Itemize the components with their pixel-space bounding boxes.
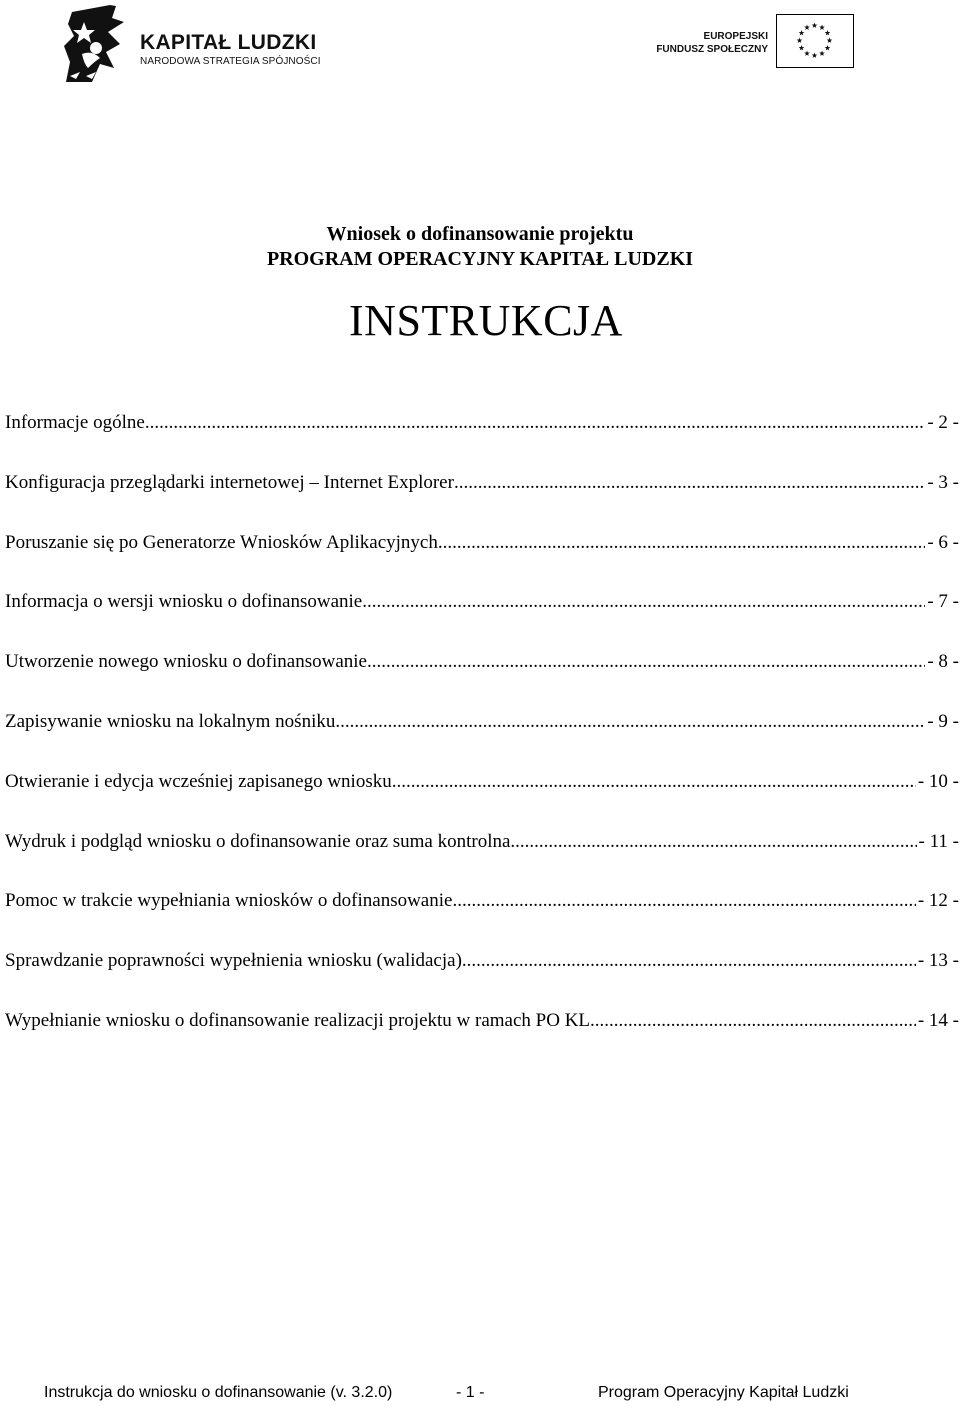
kapital-ludzki-logo	[62, 2, 332, 86]
toc-entry-page: - 11 -	[918, 830, 959, 852]
toc-entry[interactable]	[5, 530, 959, 556]
toc-entry[interactable]	[5, 649, 959, 675]
document-title-line2: PROGRAM OPERACYJNY KAPITAŁ LUDZKI	[266, 248, 694, 270]
toc-dot-leader	[367, 649, 925, 675]
footer-document-name: Instrukcja do wniosku o dofinansowanie (v. 3.2.0)	[44, 1384, 393, 1401]
toc-entry-page: - 8 -	[927, 651, 959, 673]
eu-star-icon	[799, 45, 805, 50]
footer-page-number: - 1 -	[456, 1384, 485, 1401]
document-title-line1: Wniosek o dofinansowanie projektu	[326, 223, 634, 245]
toc-entry[interactable]	[5, 769, 959, 795]
eu-star-icon	[825, 30, 831, 35]
toc-entry[interactable]	[5, 470, 959, 496]
toc-entry-page: - 13 -	[917, 950, 959, 972]
toc-dot-leader	[454, 470, 925, 496]
eu-star-icon	[799, 30, 805, 35]
toc-entry-label: Poruszanie się po Generatorze Wniosków Aplikacyjnych	[5, 531, 438, 553]
toc-dot-leader	[510, 829, 916, 855]
toc-entry-page: - 10 -	[917, 770, 959, 792]
kapital-ludzki-logo-icon	[62, 2, 138, 86]
eu-star-icon	[797, 38, 803, 43]
toc-dot-leader	[362, 589, 925, 615]
eu-star-icon	[825, 45, 831, 50]
toc-dot-leader	[590, 1008, 916, 1034]
toc-entry-label: Zapisywanie wniosku na lokalnym nośniku	[5, 711, 336, 732]
toc-entry-page: - 9 -	[927, 711, 959, 732]
eu-star-icon	[819, 50, 825, 55]
document-title	[0, 222, 960, 272]
kapital-ludzki-subtitle: NARODOWA STRATEGIA SPÓJNOŚCI	[140, 56, 321, 67]
toc-entry-label: Utworzenie nowego wniosku o dofinansowanie	[5, 651, 367, 673]
efs-logo	[640, 14, 856, 72]
toc-entry-label: Informacje ogólne	[5, 412, 145, 433]
toc-entry-label: Wydruk i podgląd wniosku o dofinansowanie oraz suma kontrolna	[5, 830, 511, 852]
toc-entry-page: - 6 -	[927, 531, 959, 553]
toc-dot-leader	[335, 709, 925, 735]
toc-entry-page: - 7 -	[927, 591, 959, 613]
toc-entry-label: Pomoc w trakcie wypełniania wniosków o dofinansowanie	[5, 890, 453, 912]
toc-dot-leader	[462, 948, 916, 974]
toc-entry-page: - 2 -	[927, 412, 959, 433]
toc-dot-leader	[145, 410, 926, 436]
document-heading: INSTRUKCJA	[349, 296, 623, 345]
eu-star-icon	[812, 23, 818, 28]
toc-entry[interactable]	[5, 829, 959, 855]
toc-entry-page: - 14 -	[917, 1010, 959, 1031]
toc-entry[interactable]	[5, 589, 959, 615]
toc-entry[interactable]	[5, 948, 959, 974]
eu-star-icon	[804, 50, 810, 55]
toc-dot-leader	[392, 769, 916, 795]
toc-entry[interactable]	[5, 709, 959, 735]
toc-dot-leader	[452, 888, 915, 914]
efs-text	[656, 30, 768, 56]
toc-dot-leader	[438, 530, 926, 556]
toc-entry-label: Wypełnianie wniosku o dofinansowanie realizacji projektu w ramach PO KL	[5, 1010, 591, 1031]
efs-line2: FUNDUSZ SPOŁECZNY	[656, 44, 768, 55]
toc-entry[interactable]	[5, 888, 959, 914]
toc-entry[interactable]	[5, 410, 959, 436]
toc-entry-label: Konfiguracja przeglądarki internetowej – Internet Explorer	[5, 471, 454, 493]
toc-entry[interactable]	[5, 1008, 959, 1034]
eu-star-icon	[804, 25, 810, 30]
kapital-ludzki-title: KAPITAŁ LUDZKI	[140, 31, 317, 54]
toc-entry-page: - 12 -	[917, 890, 959, 912]
footer-program-name: Program Operacyjny Kapitał Ludzki	[598, 1384, 849, 1401]
toc-entry-label: Sprawdzanie poprawności wypełnienia wniosku (walidacja)	[5, 950, 462, 972]
toc-entry-page: - 3 -	[927, 471, 959, 493]
toc-entry-label: Otwieranie i edycja wcześniej zapisanego wniosku	[5, 770, 392, 792]
efs-line1: EUROPEJSKI	[703, 31, 768, 42]
toc-entry-label: Informacja o wersji wniosku o dofinansowanie	[5, 591, 363, 613]
eu-flag-icon	[776, 14, 854, 68]
eu-star-icon	[827, 38, 833, 43]
eu-star-icon	[812, 53, 818, 58]
eu-star-icon	[819, 25, 825, 30]
